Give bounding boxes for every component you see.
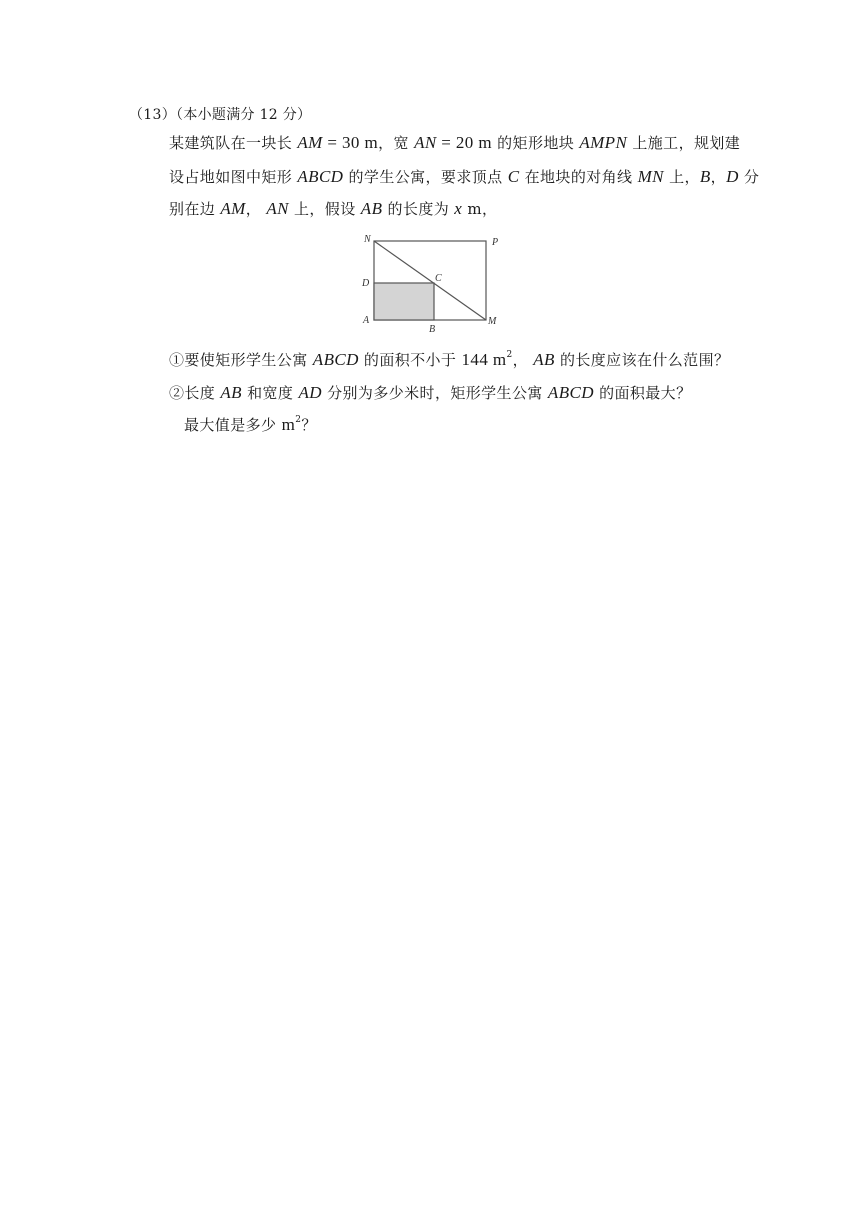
math-d: D xyxy=(726,167,739,186)
label-d: D xyxy=(362,278,370,289)
math-abcd: ABCD xyxy=(297,167,344,186)
problem-header: （13）（本小题满分 12 分） xyxy=(129,107,312,123)
math-an: AN xyxy=(266,199,289,218)
text: ②长度 xyxy=(169,384,221,402)
text: ？ xyxy=(301,416,317,434)
figure-svg xyxy=(355,228,515,338)
text: ， xyxy=(512,351,534,369)
question-2-continued xyxy=(184,414,317,435)
text: 设占地如图中矩形 xyxy=(169,168,298,186)
label-a: A xyxy=(363,315,370,326)
intro-line-2 xyxy=(169,166,759,187)
text: 分 xyxy=(738,168,760,186)
math-ab: AB xyxy=(360,199,383,218)
math-an: AN xyxy=(414,133,437,152)
math-am: AM xyxy=(297,133,323,152)
text: 某建筑队在一块长 xyxy=(169,134,298,152)
label-b: B xyxy=(429,324,436,335)
text: 分别为多少米时，矩形学生公寓 xyxy=(321,384,548,402)
math-mn: MN xyxy=(637,167,664,186)
math-eq-20: = 20 m xyxy=(436,133,492,152)
label-m: M xyxy=(488,316,497,327)
text: m， xyxy=(462,200,498,218)
text: 的面积最大？ xyxy=(593,384,692,402)
math-unit-m: m xyxy=(281,415,296,434)
superscript-2: 2 xyxy=(295,415,302,425)
shaded-rectangle-abcd xyxy=(374,283,434,320)
question-2 xyxy=(169,382,691,403)
intro-line-3 xyxy=(169,198,497,219)
math-ad: AD xyxy=(298,383,322,402)
text: 和宽度 xyxy=(241,384,299,402)
math-ampn: AMPN xyxy=(579,133,628,152)
text: ， xyxy=(710,168,727,186)
label-c: C xyxy=(435,273,442,284)
label-n: N xyxy=(364,234,371,245)
text: 上，假设 xyxy=(288,200,361,218)
text: 上， xyxy=(663,168,700,186)
math-c: C xyxy=(507,167,520,186)
text: 的长度为 xyxy=(382,200,455,218)
text: 的矩形地块 xyxy=(491,134,580,152)
text: 上施工，规划建 xyxy=(627,134,741,152)
math-ab: AB xyxy=(533,350,555,369)
text: ， xyxy=(245,200,267,218)
label-p: P xyxy=(492,237,499,248)
text: 的长度应该在什么范围？ xyxy=(554,351,730,369)
text: 的面积不小于 xyxy=(358,351,462,369)
math-x: x xyxy=(454,199,463,218)
math-am: AM xyxy=(220,199,246,218)
text: 别在边 xyxy=(169,200,221,218)
text: 在地块的对角线 xyxy=(519,168,638,186)
math-eq-30: = 30 m xyxy=(322,133,379,152)
geometry-figure xyxy=(355,228,515,338)
math-ab: AB xyxy=(220,383,242,402)
text: ①要使矩形学生公寓 xyxy=(169,351,313,369)
math-abcd: ABCD xyxy=(312,350,359,369)
text: 的学生公寓，要求顶点 xyxy=(343,168,508,186)
math-b: B xyxy=(699,167,711,186)
question-1 xyxy=(169,349,729,370)
text: ，宽 xyxy=(378,134,415,152)
math-144: 144 m xyxy=(461,350,507,369)
superscript-2: 2 xyxy=(506,350,513,360)
math-abcd: ABCD xyxy=(547,383,594,402)
intro-line-1 xyxy=(169,132,740,153)
text: 最大值是多少 xyxy=(184,416,282,434)
